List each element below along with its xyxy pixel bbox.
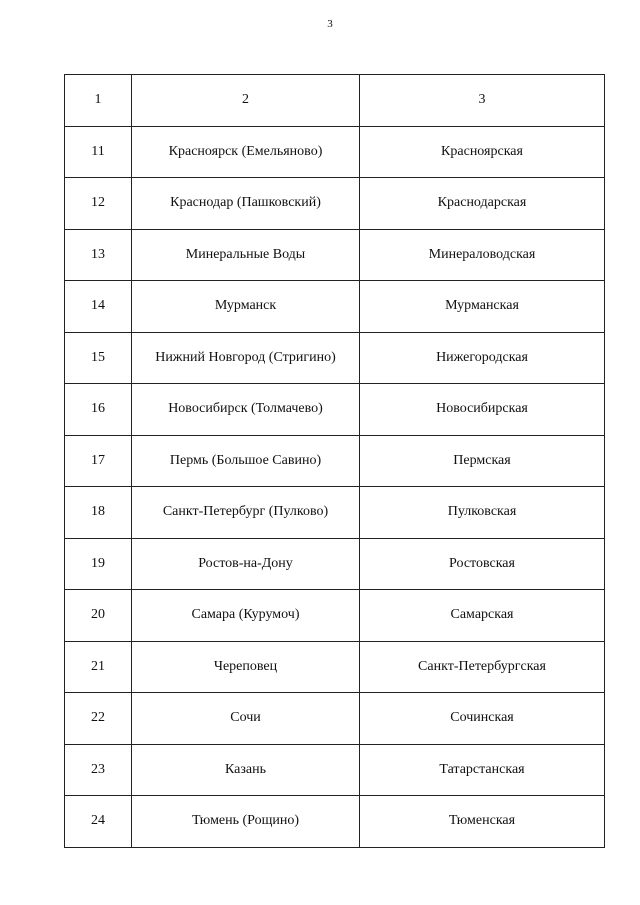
row-number-cell: 24	[65, 796, 132, 848]
airport-cell: Тюмень (Рощино)	[132, 796, 360, 848]
region-cell: Самарская	[360, 590, 605, 642]
row-number-cell: 11	[65, 126, 132, 178]
airport-cell: Мурманск	[132, 281, 360, 333]
row-number-cell: 16	[65, 384, 132, 436]
airport-cell: Самара (Курумоч)	[132, 590, 360, 642]
table-header-row	[65, 75, 605, 127]
airport-cell: Новосибирск (Толмачево)	[132, 384, 360, 436]
region-cell: Санкт-Петербургская	[360, 641, 605, 693]
table-row	[65, 229, 605, 281]
table-row	[65, 178, 605, 230]
row-number-cell: 17	[65, 435, 132, 487]
region-cell: Сочинская	[360, 693, 605, 745]
header-cell-col3: 3	[360, 75, 605, 127]
header-cell-col2: 2	[132, 75, 360, 127]
table-row	[65, 487, 605, 539]
table-row	[65, 538, 605, 590]
table-row	[65, 332, 605, 384]
airport-cell: Сочи	[132, 693, 360, 745]
airport-cell: Ростов-на-Дону	[132, 538, 360, 590]
row-number-cell: 14	[65, 281, 132, 333]
row-number-cell: 21	[65, 641, 132, 693]
airport-cell: Краснодар (Пашковский)	[132, 178, 360, 230]
table-row	[65, 693, 605, 745]
row-number-cell: 13	[65, 229, 132, 281]
table-row	[65, 744, 605, 796]
region-cell: Минераловодская	[360, 229, 605, 281]
table-row	[65, 641, 605, 693]
region-cell: Новосибирская	[360, 384, 605, 436]
table-row	[65, 590, 605, 642]
row-number-cell: 15	[65, 332, 132, 384]
table-row	[65, 281, 605, 333]
table-row	[65, 126, 605, 178]
region-cell: Тюменская	[360, 796, 605, 848]
document-table	[64, 74, 605, 848]
region-cell: Татарстанская	[360, 744, 605, 796]
airport-cell: Красноярск (Емельяново)	[132, 126, 360, 178]
region-cell: Пермская	[360, 435, 605, 487]
region-cell: Краснодарская	[360, 178, 605, 230]
row-number-cell: 22	[65, 693, 132, 745]
region-cell: Мурманская	[360, 281, 605, 333]
region-cell: Ростовская	[360, 538, 605, 590]
region-cell: Нижегородская	[360, 332, 605, 384]
row-number-cell: 12	[65, 178, 132, 230]
row-number-cell: 18	[65, 487, 132, 539]
airport-cell: Санкт-Петербург (Пулково)	[132, 487, 360, 539]
table-row	[65, 435, 605, 487]
region-cell: Пулковская	[360, 487, 605, 539]
airport-cell: Казань	[132, 744, 360, 796]
row-number-cell: 23	[65, 744, 132, 796]
table-row	[65, 384, 605, 436]
region-cell: Красноярская	[360, 126, 605, 178]
airport-cell: Пермь (Большое Савино)	[132, 435, 360, 487]
airport-cell: Нижний Новгород (Стригино)	[132, 332, 360, 384]
page-number: 3	[327, 18, 333, 30]
airport-cell: Минеральные Воды	[132, 229, 360, 281]
row-number-cell: 20	[65, 590, 132, 642]
row-number-cell: 19	[65, 538, 132, 590]
header-cell-col1: 1	[65, 75, 132, 127]
airport-cell: Череповец	[132, 641, 360, 693]
table-row	[65, 796, 605, 848]
